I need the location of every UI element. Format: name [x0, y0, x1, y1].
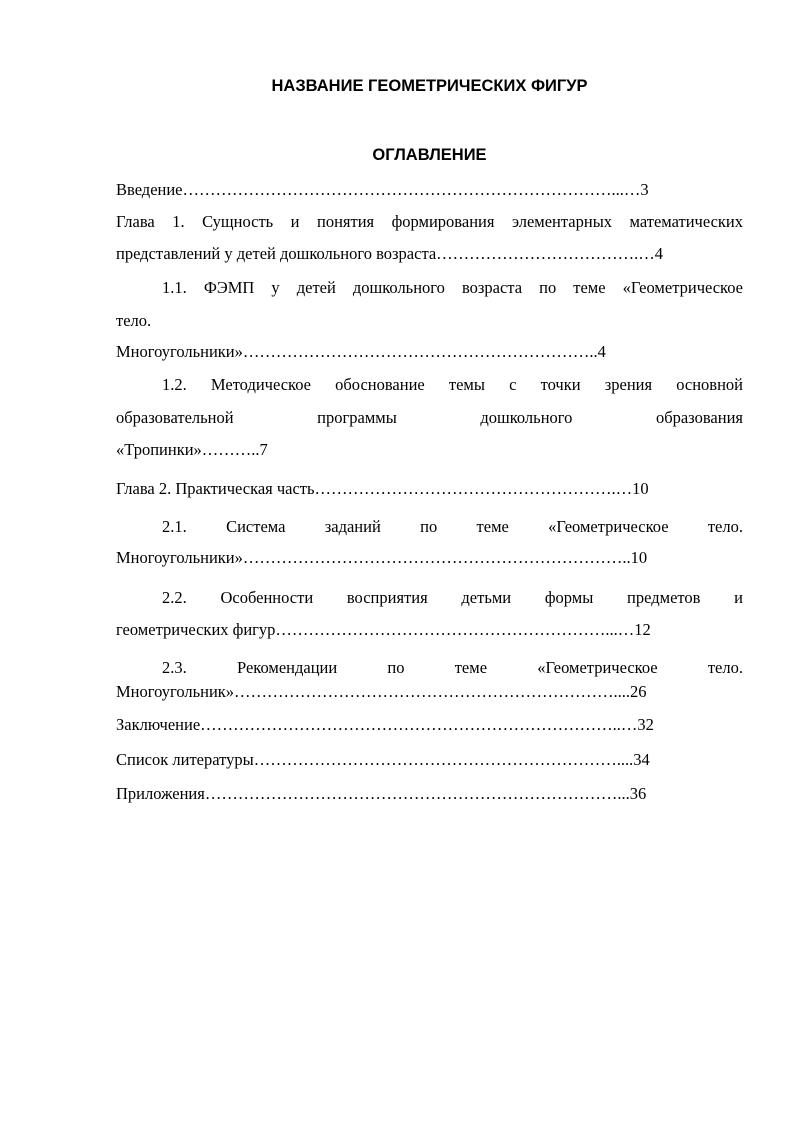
toc-entry-1-2-cont: образовательной программы дошкольного образования — [116, 408, 743, 427]
toc-heading: ОГЛАВЛЕНИЕ — [372, 146, 487, 164]
toc-entry-2-2-cont: геометрических фигур……………………………………………………...…12 — [116, 620, 651, 639]
toc-entry-2-3: 2.3. Рекомендации по теме «Геометрическое тело. — [162, 658, 743, 677]
toc-entry-2-2: 2.2. Особенности восприятия детьми формы предметов и — [162, 588, 743, 607]
toc-entry-1-2-cont2: «Тропинки»………..7 — [116, 440, 268, 459]
toc-entry-chapter-1-cont: представлений у детей дошкольного возраста……………………………….…4 — [116, 244, 664, 263]
document-title: НАЗВАНИЕ ГЕОМЕТРИЧЕСКИХ ФИГУР — [271, 77, 588, 95]
toc-entry-1-1: 1.1. ФЭМП у детей дошкольного возраста по теме «Геометрическое — [162, 278, 743, 297]
toc-entry-chapter-1: Глава 1. Сущность и понятия формирования элементарных математических — [116, 212, 743, 231]
toc-entry-2-3-cont: Многоугольник»……………………………………………………………....26 — [116, 682, 647, 701]
toc-entry-appendices: Приложения…………………………………………………………………...36 — [116, 784, 647, 803]
toc-entry-2-1-cont: Многоугольники»……………………………………………………………..10 — [116, 548, 648, 567]
toc-entry-intro: Введение……………………………………………………………………...…3 — [116, 180, 649, 199]
toc-entry-references: Список литературы…………………………………………………………....34 — [116, 750, 650, 769]
toc-entry-chapter-2: Глава 2. Практическая часть……………………………………………….…10 — [116, 479, 649, 498]
toc-entry-1-2: 1.2. Методическое обоснование темы с точки зрения основной — [162, 375, 743, 394]
toc-entry-conclusion: Заключение…………………………………………………………………..…32 — [116, 715, 654, 734]
toc-entry-2-1: 2.1. Система заданий по теме «Геометрическое тело. — [162, 517, 743, 536]
toc-entry-1-1-cont: тело. — [116, 311, 152, 330]
toc-entry-1-1-cont2: Многоугольники»………………………………………………………..4 — [116, 342, 606, 361]
